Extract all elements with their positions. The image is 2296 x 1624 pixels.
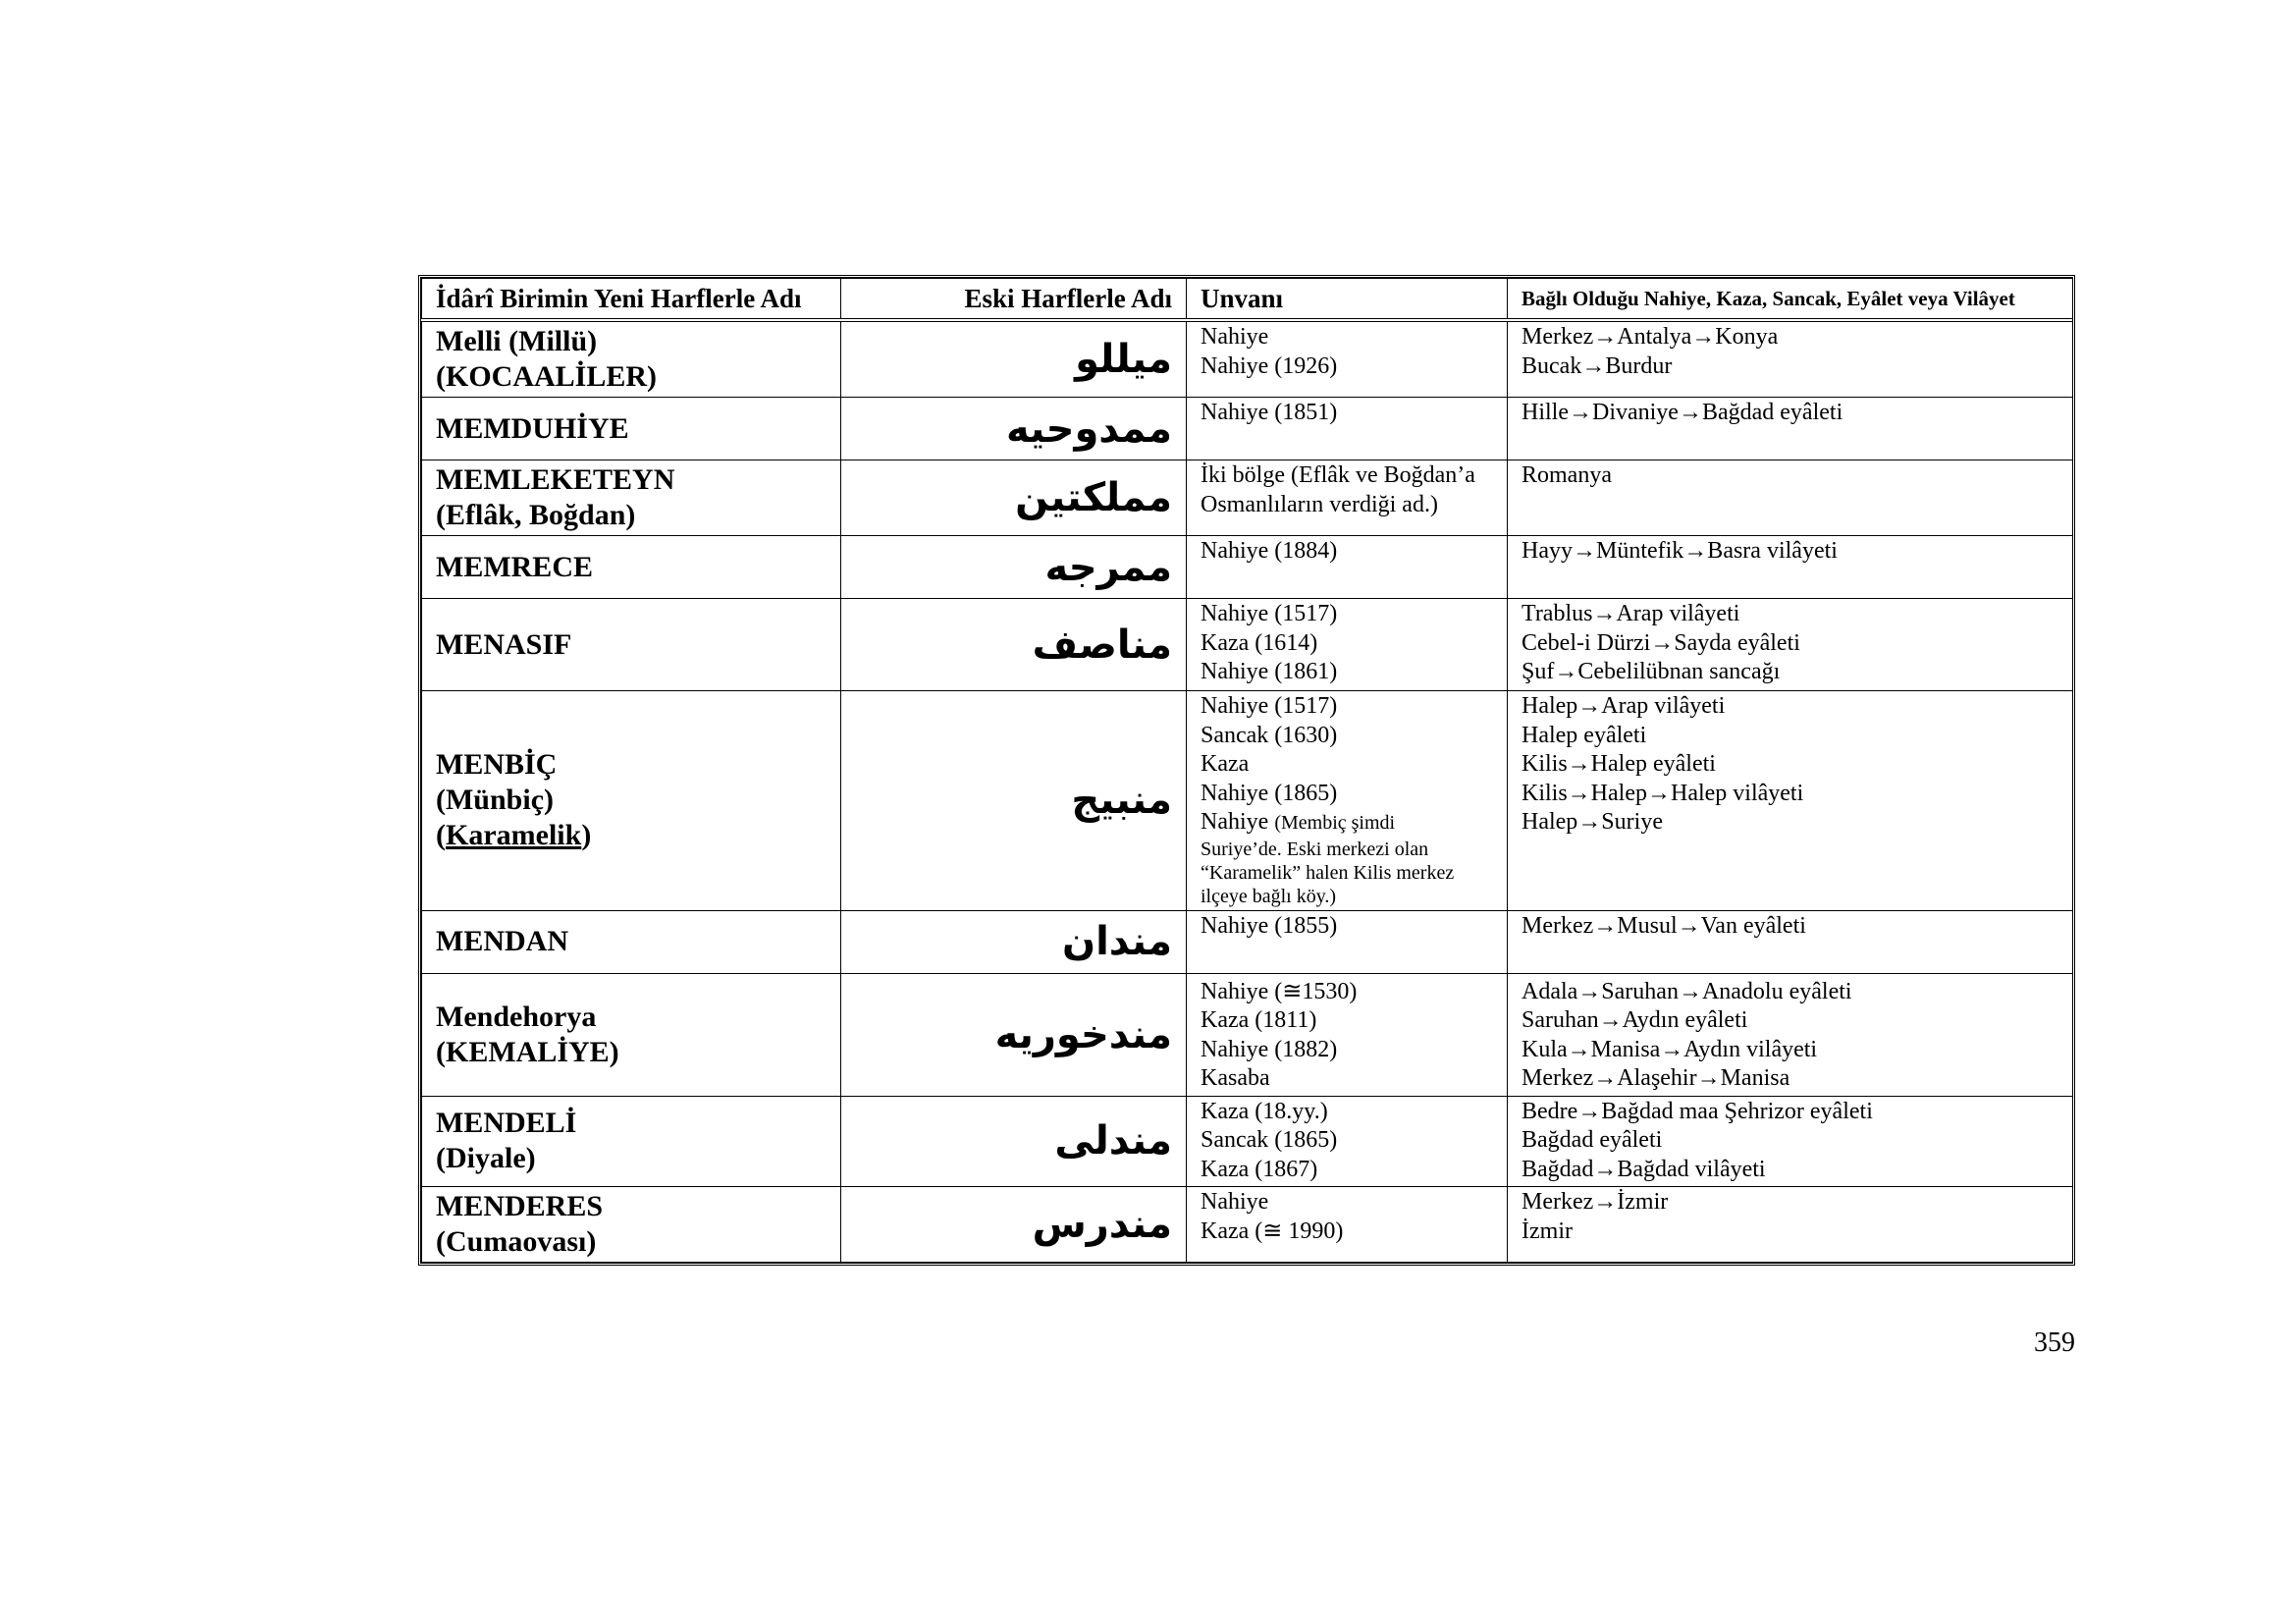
parent-line: İzmir — [1522, 1218, 1573, 1244]
title-line: Nahiye (1855) — [1201, 912, 1338, 939]
name-line: MEMDUHİYE — [436, 411, 629, 445]
name-line: (Eflâk, Boğdan) — [436, 499, 636, 531]
row-old-name: ممدوحيه — [841, 398, 1187, 460]
title-line: İki bölge (Eflâk ve Boğdan’a — [1201, 462, 1475, 488]
parent-line: Romanya — [1522, 462, 1612, 488]
title-line: Kasaba — [1201, 1065, 1270, 1091]
row-title — [1187, 320, 1508, 398]
name-line: MENDAN — [436, 925, 568, 957]
parent-line: Adala→Saruhan→Anadolu eyâleti — [1522, 978, 1852, 1004]
parent-line: Cebel-i Dürzi→Sayda eyâleti — [1522, 629, 1800, 656]
title-line: Kaza (≅ 1990) — [1201, 1218, 1344, 1244]
page-number: 359 — [2034, 1327, 2075, 1358]
title-line: Kaza (1811) — [1201, 1007, 1317, 1033]
parent-line: Halep→Arap vilâyeti — [1522, 693, 1726, 719]
title-note: (Membiç şimdi — [1274, 812, 1396, 834]
header-new-name: İdârî Birimin Yeni Harflerle Adı — [422, 279, 841, 321]
name-line: MENDELİ — [436, 1107, 577, 1140]
row-name — [422, 910, 841, 973]
title-note: ilçeye bağlı köy.) — [1201, 885, 1337, 907]
row-parent — [1508, 691, 2073, 911]
title-line: Nahiye (≅1530) — [1201, 978, 1358, 1004]
parent-line: Halep eyâleti — [1522, 722, 1647, 748]
header-old-name: Eski Harflerle Adı — [841, 279, 1187, 321]
name-line: MEMLEKETEYN — [436, 463, 675, 496]
row-old-name: ميللو — [841, 320, 1187, 398]
parent-line: Bedre→Bağdad maa Şehrizor eyâleti — [1522, 1098, 1873, 1124]
row-name — [422, 1187, 841, 1263]
header-parent: Bağlı Olduğu Nahiye, Kaza, Sancak, Eyâlet veya Vilâyet — [1508, 279, 2073, 321]
parent-line: Kula→Manisa→Aydın vilâyeti — [1522, 1036, 1818, 1062]
table-row — [422, 1187, 2073, 1263]
parent-line: Hille→Divaniye→Bağdad eyâleti — [1522, 400, 1843, 425]
title-line: Kaza — [1201, 751, 1250, 777]
row-parent — [1508, 320, 2073, 398]
title-line: Nahiye (1884) — [1201, 538, 1338, 564]
title-line: Nahiye (1865) — [1201, 780, 1338, 806]
table-row — [422, 691, 2073, 911]
title-line: Nahiye (1517) — [1201, 601, 1338, 626]
parent-line: Bağdad eyâleti — [1522, 1127, 1663, 1153]
title-note: Suriye’de. Eski merkezi olan — [1201, 838, 1429, 860]
title-line: Sancak (1630) — [1201, 722, 1338, 748]
row-title — [1187, 536, 1508, 599]
title-line: Sancak (1865) — [1201, 1127, 1338, 1153]
table-row — [422, 320, 2073, 398]
parent-line: Merkez→Antalya→Konya — [1522, 324, 1779, 350]
row-parent — [1508, 1096, 2073, 1187]
name-line: Mendehorya — [436, 1000, 597, 1033]
row-title — [1187, 973, 1508, 1096]
row-old-name: ممرجه — [841, 536, 1187, 599]
row-parent — [1508, 599, 2073, 691]
table-row — [422, 973, 2073, 1096]
table-row — [422, 599, 2073, 691]
row-old-name: مندخوريه — [841, 973, 1187, 1096]
parent-line: Halep→Suriye — [1522, 809, 1663, 835]
row-name — [422, 599, 841, 691]
title-line: Nahiye (1926) — [1201, 352, 1338, 379]
parent-line: Saruhan→Aydın eyâleti — [1522, 1007, 1748, 1033]
parent-line: Kilis→Halep→Halep vilâyeti — [1522, 780, 1804, 806]
parent-line: Trablus→Arap vilâyeti — [1522, 601, 1740, 626]
name-line: (Cumaovası) — [436, 1225, 597, 1258]
table-row — [422, 910, 2073, 973]
table-row — [422, 398, 2073, 460]
row-old-name: مناصف — [841, 599, 1187, 691]
parent-line: Merkez→Musul→Van eyâleti — [1522, 912, 1806, 939]
row-name — [422, 320, 841, 398]
name-line: MEMRECE — [436, 550, 593, 583]
title-line: Kaza (1867) — [1201, 1156, 1318, 1182]
title-line: Nahiye (1851) — [1201, 400, 1338, 425]
table-row — [422, 536, 2073, 599]
row-parent — [1508, 973, 2073, 1096]
title-line: Kaza (1614) — [1201, 629, 1318, 656]
row-name — [422, 398, 841, 460]
title-line — [1201, 808, 1493, 838]
row-parent — [1508, 536, 2073, 599]
row-parent — [1508, 1187, 2073, 1263]
row-parent — [1508, 460, 2073, 536]
row-title — [1187, 910, 1508, 973]
row-old-name: مندرس — [841, 1187, 1187, 1263]
row-old-name: مندلى — [841, 1096, 1187, 1187]
table-row — [422, 460, 2073, 536]
gazetteer-table — [418, 275, 2075, 1266]
parent-line: Kilis→Halep eyâleti — [1522, 751, 1716, 777]
row-old-name: منبيج — [841, 691, 1187, 911]
name-line: MENDERES — [436, 1190, 604, 1222]
name-line: (KEMALİYE) — [436, 1035, 619, 1068]
parent-line: Merkez→İzmir — [1522, 1189, 1669, 1215]
header-title: Unvanı — [1187, 279, 1508, 321]
title-word: Nahiye — [1201, 809, 1269, 835]
row-parent — [1508, 398, 2073, 460]
name-line: MENASIF — [436, 627, 572, 661]
row-old-name: مملكتين — [841, 460, 1187, 536]
title-line: Kaza (18.yy.) — [1201, 1098, 1328, 1124]
underlined-name: Karamelik — [446, 819, 582, 852]
header-row — [422, 279, 2073, 321]
name-line: Melli (Millü) — [436, 325, 598, 357]
row-name — [422, 460, 841, 536]
row-parent — [1508, 910, 2073, 973]
name-line: (Karamelik) — [436, 819, 592, 852]
row-title — [1187, 1187, 1508, 1263]
parent-line: Şuf→Cebelilübnan sancağı — [1522, 659, 1781, 684]
parent-line: Merkez→Alaşehir→Manisa — [1522, 1065, 1790, 1091]
row-title — [1187, 460, 1508, 536]
row-name — [422, 973, 841, 1096]
name-line: (Diyale) — [436, 1142, 536, 1175]
title-note: “Karamelik” halen Kilis merkez — [1201, 861, 1455, 884]
row-title — [1187, 691, 1508, 911]
parent-line: Hayy→Müntefik→Basra vilâyeti — [1522, 538, 1838, 564]
title-line: Nahiye (1882) — [1201, 1036, 1338, 1062]
table-row — [422, 1096, 2073, 1187]
parent-line: Bağdad→Bağdad vilâyeti — [1522, 1156, 1766, 1182]
row-name — [422, 691, 841, 911]
name-line: MENBİÇ — [436, 748, 558, 782]
title-line: Nahiye — [1201, 1189, 1269, 1215]
row-title — [1187, 398, 1508, 460]
row-old-name: مندان — [841, 910, 1187, 973]
row-name — [422, 536, 841, 599]
row-title — [1187, 599, 1508, 691]
title-line: Nahiye — [1201, 324, 1269, 350]
parent-line: Bucak→Burdur — [1522, 352, 1673, 379]
name-line: (Münbiç) — [436, 784, 554, 817]
name-line: (KOCAALİLER) — [436, 360, 658, 393]
row-title — [1187, 1096, 1508, 1187]
row-name — [422, 1096, 841, 1187]
title-line: Osmanlıların verdiği ad.) — [1201, 491, 1438, 517]
title-line: Nahiye (1861) — [1201, 659, 1338, 684]
title-line: Nahiye (1517) — [1201, 693, 1338, 719]
